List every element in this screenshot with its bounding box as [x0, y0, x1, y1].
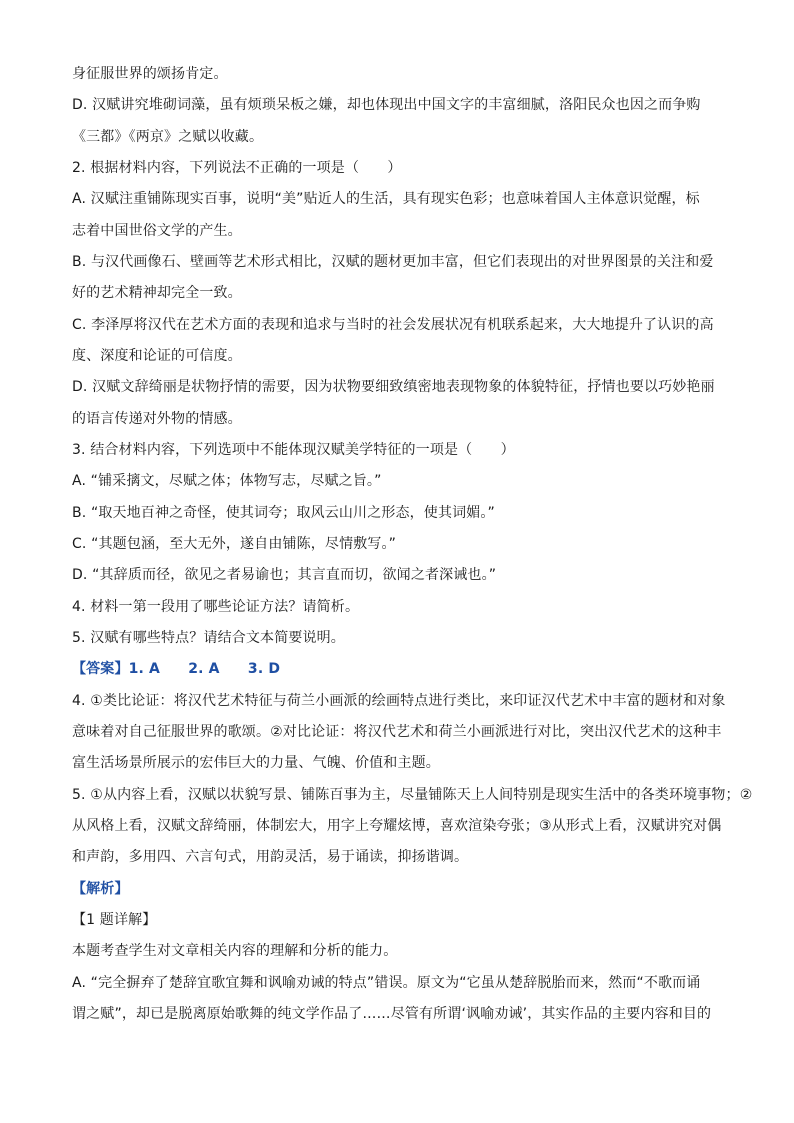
question-2-stem: 2. 根据材料内容，下列说法不正确的一项是（ ）	[72, 160, 402, 176]
question-5-stem: 5. 汉赋有哪些特点？请结合文本简要说明。	[72, 630, 345, 646]
section-heading: 【1 题详解】	[72, 912, 157, 928]
text-line: B. “取天地百神之奇怪，使其词夸；取风云山川之形态，使其词媚。”	[72, 505, 495, 521]
text-line: A. “铺采摛文，尽赋之体；体物写志，尽赋之旨。”	[72, 473, 382, 489]
question-4-stem: 4. 材料一第一段用了哪些论证方法？请简析。	[72, 599, 360, 615]
text-line: 的语言传递对外物的情感。	[72, 411, 242, 427]
text-line: A. “完全摒弃了楚辞宜歌宜舞和讽喻劝诫的特点”错误。原文为“它虽从楚辞脱胎而来，然而“不歌而诵	[72, 975, 701, 991]
text-line: 意味着对自己征服世界的歌颂。②对比论证：将汉代艺术和荷兰小画派进行对比，突出汉代艺术的这种丰	[72, 724, 722, 740]
text-line: D. “其辞质而径，欲见之者易谕也；其言直而切，欲闻之者深诫也。”	[72, 567, 497, 583]
text-line: C. 李泽厚将汉代在艺术方面的表现和追求与当时的社会发展状况有机联系起来，大大地提升了认识的高	[72, 317, 714, 333]
text-line: D. 汉赋文辞绮丽是状物抒情的需要，因为状物要细致缜密地表现物象的体貌特征，抒情也要以巧妙艳丽	[72, 379, 715, 395]
text-line: 从风格上看，汉赋文辞绮丽，体制宏大，用字上夸耀炫博，喜欢渲染夸张；③从形式上看，汉赋讲究对偶	[72, 818, 722, 834]
text-line: 好的艺术精神却完全一致。	[72, 285, 242, 301]
text-line: 志着中国世俗文学的产生。	[72, 223, 242, 239]
text-line: A. 汉赋注重铺陈现实百事，说明“美”贴近人的生活，具有现实色彩；也意味着国人主体意识觉醒，标	[72, 191, 700, 207]
text-line: 富生活场景所展示的宏伟巨大的力量、气魄、价值和主题。	[72, 755, 440, 771]
question-3-stem: 3. 结合材料内容，下列选项中不能体现汉赋美学特征的一项是（ ）	[72, 442, 515, 458]
text-line: 谓之赋”，却已是脱离原始歌舞的纯文学作品了……尽管有所谓‘讽喻劝诫’，其实作品的主要内容和目的	[72, 1006, 712, 1022]
text-line: 4. ①类比论证：将汉代艺术特征与荷兰小画派的绘画特点进行类比，来印证汉代艺术中丰富的题材和对象	[72, 693, 726, 709]
text-line: 度、深度和论证的可信度。	[72, 348, 242, 364]
text-line: D. 汉赋讲究堆砌词藻，虽有烦琐呆板之嫌，却也体现出中国文字的丰富细腻，洛阳民众也因之而争购	[72, 97, 701, 113]
text-line: 5. ①从内容上看，汉赋以状貌写景、铺陈百事为主，尽量铺陈天上人间特别是现实生活中的各类环境事物；②	[72, 787, 753, 803]
text-line: 身征服世界的颂扬肯定。	[72, 66, 228, 82]
text-line: 《三都》《两京》之赋以收藏。	[72, 129, 264, 145]
analysis-heading: 【解析】	[72, 881, 129, 897]
text-line: 本题考查学生对文章相关内容的理解和分析的能力。	[72, 943, 398, 959]
text-line: 和声韵，多用四、六言句式，用韵灵活，易于诵读，抑扬谐调。	[72, 849, 469, 865]
answer-heading: 【答案】1. A 2. A 3. D	[72, 661, 281, 677]
text-line: C. “其题包涵，至大无外，遂自由铺陈，尽情敷写。”	[72, 536, 397, 552]
text-line: B. 与汉代画像石、壁画等艺术形式相比，汉赋的题材更加丰富，但它们表现出的对世界图景的关注和爱	[72, 254, 714, 270]
